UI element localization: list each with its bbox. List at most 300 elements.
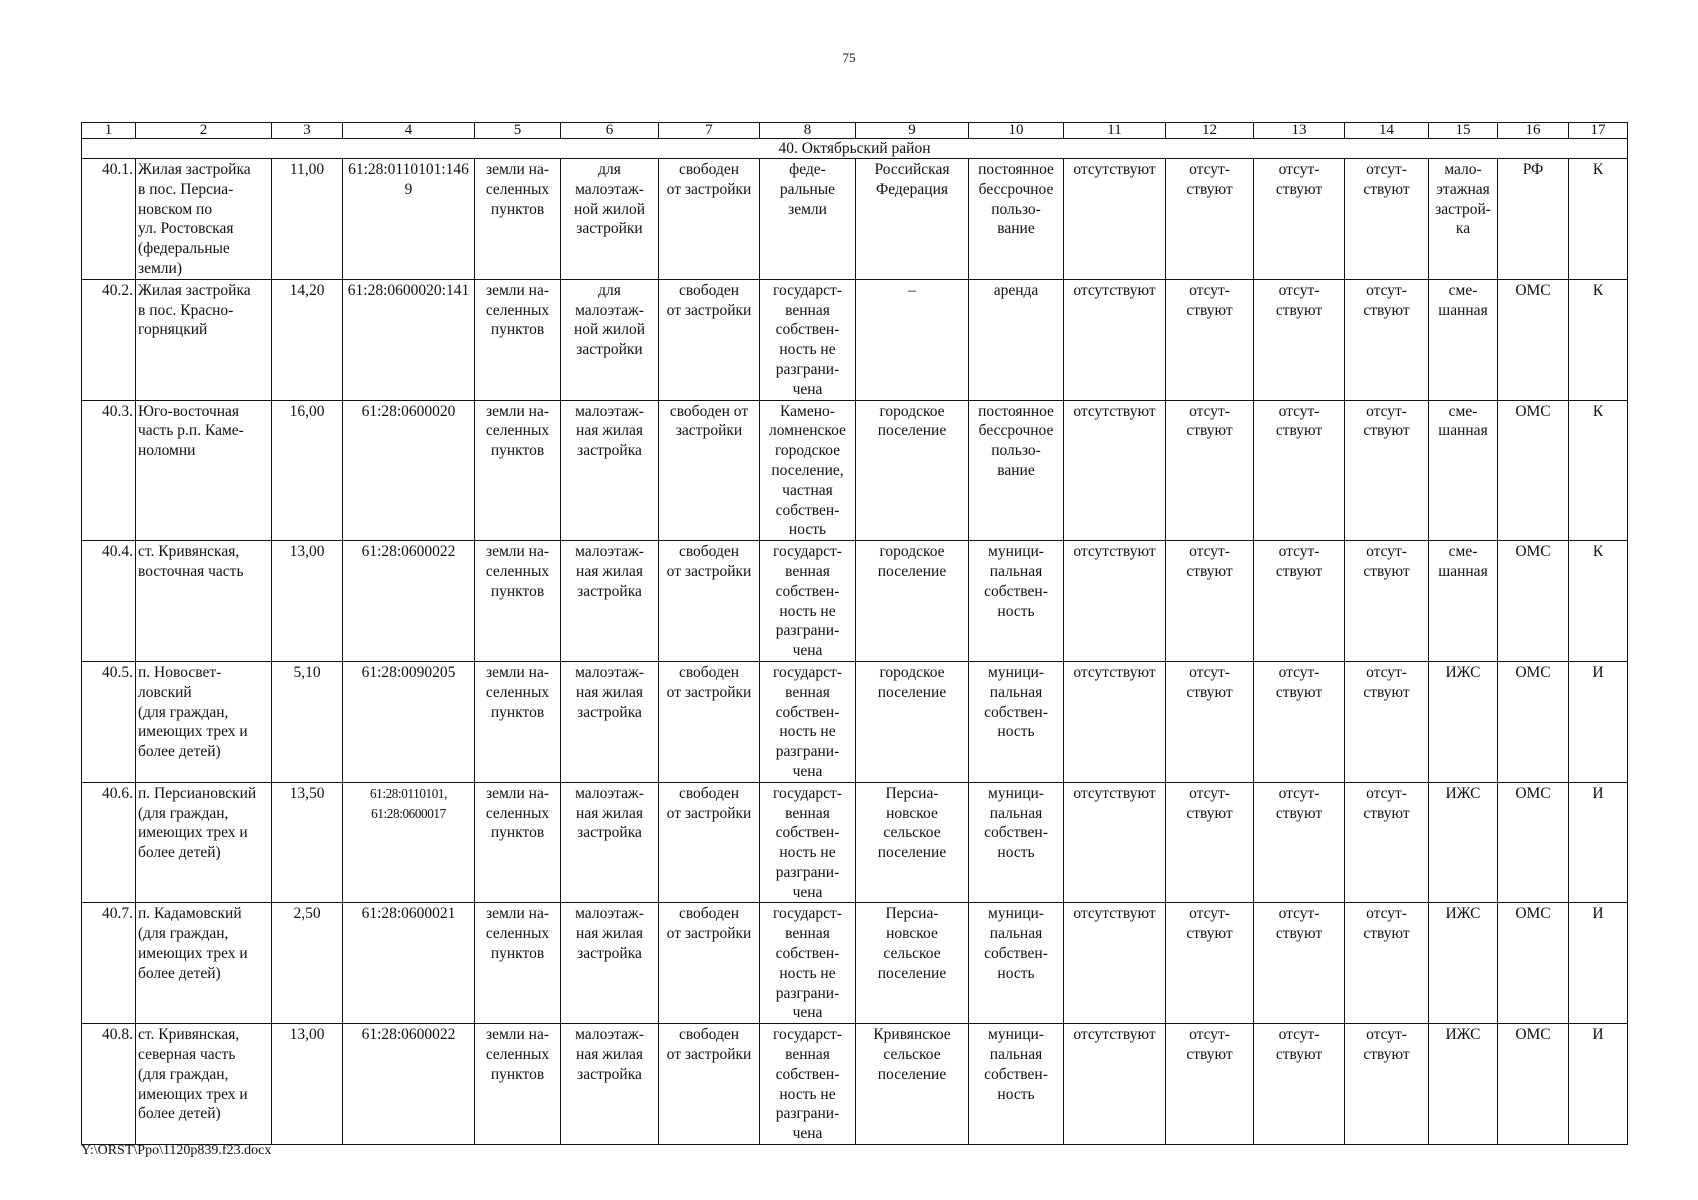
encumbrances-text: отсутствуют	[1073, 663, 1156, 681]
right-holder-text: Персиа- новское сельское поселение	[877, 905, 947, 982]
col-12-cell	[1166, 541, 1254, 662]
permitted-use-text: малоэтаж- ная жилая застройка	[575, 543, 644, 600]
item-number-cell	[82, 400, 136, 541]
mark-cell	[1569, 400, 1628, 541]
land-category-cell	[475, 400, 561, 541]
land-category-cell	[475, 541, 561, 662]
permitted-use-cell	[561, 159, 659, 280]
land-category-text: земли на- селенных пунктов	[485, 543, 550, 600]
authority-text: ОМС	[1515, 905, 1551, 923]
location-text: п. Персиановский (для граждан, имеющих трех и более детей)	[138, 784, 257, 862]
construction-type-text: мало- этажная застрой- ка	[1435, 161, 1491, 238]
development-status-cell	[659, 159, 760, 280]
right-holder-cell	[856, 541, 969, 662]
mark-cell	[1569, 279, 1628, 400]
mark-text: И	[1592, 905, 1604, 923]
development-status-text: свободен от застройки	[666, 1026, 752, 1064]
permitted-use-cell	[561, 903, 659, 1024]
authority-cell	[1498, 1024, 1569, 1145]
cadastral-number-text: 61:28:0600021	[361, 905, 456, 923]
permitted-use-text: малоэтаж- ная жилая застройка	[575, 402, 644, 460]
permitted-use-text: малоэтаж- ная жилая застройка	[575, 1026, 644, 1083]
encumbrances-cell	[1064, 159, 1166, 280]
land-category-text: земли на- селенных пунктов	[485, 402, 550, 460]
development-status-cell	[659, 661, 760, 782]
cadastral-number-text: 61:28:0600020	[361, 402, 456, 420]
land-category-text: земли на- селенных пунктов	[485, 663, 550, 721]
col-12-cell	[1166, 279, 1254, 400]
encumbrances-text: отсутствуют	[1073, 905, 1156, 923]
col-14-cell	[1345, 782, 1429, 903]
item-number-text: 40.2.	[102, 281, 133, 299]
ownership-form-text: государст- венная собствен- ность не разграни- чена	[773, 784, 842, 901]
construction-type-text: сме- шанная	[1438, 402, 1488, 440]
location-text: Жилая застройка в пос. Персиа- новском по ул. Ростовская (федеральные земли)	[138, 161, 251, 277]
ownership-form-cell	[760, 661, 856, 782]
ownership-form-text: феде- ральные земли	[779, 161, 836, 218]
mark-cell	[1569, 782, 1628, 903]
encumbrances-text: отсутствуют	[1073, 161, 1156, 178]
cadastral-number-text: 61:28:0600020:141	[347, 281, 470, 299]
item-number-cell	[82, 661, 136, 782]
area-ha-text: 14,20	[289, 281, 325, 299]
right-type-text: муници- пальная собствен- ность	[984, 663, 1048, 741]
item-number-text: 40.5.	[102, 663, 133, 681]
item-number-cell	[82, 279, 136, 400]
construction-type-cell	[1429, 903, 1498, 1024]
encumbrances-cell	[1064, 782, 1166, 903]
col-13-text: отсут- ствуют	[1275, 402, 1323, 440]
permitted-use-text: малоэтаж- ная жилая застройка	[575, 663, 644, 721]
col-14-cell	[1345, 661, 1429, 782]
col-number-cell: 12	[1166, 123, 1254, 139]
authority-cell	[1498, 159, 1569, 280]
location-cell	[136, 782, 272, 903]
col-12-cell	[1166, 903, 1254, 1024]
right-holder-text: городское поселение	[877, 663, 947, 701]
mark-cell	[1569, 541, 1628, 662]
col-number-cell: 15	[1429, 123, 1498, 139]
col-14-cell	[1345, 400, 1429, 541]
area-ha-cell	[272, 400, 343, 541]
permitted-use-cell	[561, 661, 659, 782]
ownership-form-text: государст- венная собствен- ность не разграни- чена	[773, 905, 842, 1022]
authority-cell	[1498, 903, 1569, 1024]
mark-text: К	[1592, 402, 1604, 420]
area-ha-cell	[272, 541, 343, 662]
development-status-text: свободен от застройки	[666, 543, 752, 580]
col-13-cell	[1254, 782, 1345, 903]
page-number: 75	[842, 50, 856, 65]
col-number-cell: 14	[1345, 123, 1429, 139]
ownership-form-text: государст- венная собствен- ность не разграни- чена	[773, 663, 842, 780]
col-13-cell	[1254, 903, 1345, 1024]
right-holder-text: Российская Федерация	[874, 161, 950, 198]
cadastral-number-cell	[343, 1024, 475, 1145]
permitted-use-text: малоэтаж- ная жилая застройка	[575, 784, 644, 842]
mark-text: И	[1592, 663, 1604, 681]
development-status-cell	[659, 541, 760, 662]
col-12-text: отсут- ствуют	[1186, 281, 1233, 319]
right-type-cell	[969, 661, 1064, 782]
col-13-cell	[1254, 400, 1345, 541]
col-14-cell	[1345, 541, 1429, 662]
authority-text: ОМС	[1515, 543, 1551, 561]
col-13-text: отсут- ствуют	[1275, 161, 1323, 198]
right-type-text: муници- пальная собствен- ность	[984, 784, 1048, 862]
col-14-text: отсут- ствуют	[1363, 402, 1410, 440]
location-text: п. Новосвет- ловский (для граждан, имеющих трех и более детей)	[138, 663, 248, 761]
permitted-use-text: для малоэтаж- ной жилой застройки	[574, 281, 645, 359]
cadastral-number-cell	[343, 541, 475, 662]
area-ha-cell	[272, 1024, 343, 1145]
encumbrances-cell	[1064, 903, 1166, 1024]
development-status-cell	[659, 782, 760, 903]
mark-cell	[1569, 903, 1628, 1024]
right-type-text: муници- пальная собствен- ность	[984, 905, 1048, 982]
col-number-cell: 16	[1498, 123, 1569, 139]
area-ha-cell	[272, 903, 343, 1024]
table-row	[82, 782, 1628, 903]
location-text: ст. Кривянская, восточная часть	[138, 543, 244, 580]
mark-cell	[1569, 1024, 1628, 1145]
cadastral-number-text: 61:28:0600022	[361, 543, 456, 561]
item-number-text: 40.7.	[102, 905, 133, 923]
col-number-cell: 2	[136, 123, 272, 139]
table-row	[82, 279, 1628, 400]
location-text: Юго-восточная часть р.п. Каме- ноломни	[138, 402, 244, 460]
area-ha-cell	[272, 159, 343, 280]
land-plots-table	[81, 122, 1628, 1145]
land-category-cell	[475, 782, 561, 903]
area-ha-text: 13,50	[289, 784, 325, 802]
ownership-form-cell	[760, 1024, 856, 1145]
col-number-cell: 7	[659, 123, 760, 139]
ownership-form-cell	[760, 400, 856, 541]
location-text: ст. Кривянская, северная часть (для граждан, имеющих трех и более детей)	[138, 1026, 248, 1123]
col-13-text: отсут- ствуют	[1275, 543, 1323, 580]
col-13-text: отсут- ствуют	[1275, 281, 1323, 319]
col-number-cell: 9	[856, 123, 969, 139]
col-12-text: отсут- ствуют	[1186, 161, 1233, 198]
development-status-cell	[659, 903, 760, 1024]
item-number-cell	[82, 903, 136, 1024]
encumbrances-cell	[1064, 400, 1166, 541]
development-status-text: свободен от застройки	[666, 784, 752, 822]
encumbrances-cell	[1064, 661, 1166, 782]
col-number-cell: 4	[343, 123, 475, 139]
mark-text: К	[1592, 543, 1604, 561]
ownership-form-cell	[760, 903, 856, 1024]
cadastral-number-cell	[343, 782, 475, 903]
land-category-text: земли на- селенных пунктов	[485, 784, 550, 842]
col-14-cell	[1345, 1024, 1429, 1145]
permitted-use-cell	[561, 782, 659, 903]
col-number-cell: 17	[1569, 123, 1628, 139]
item-number-cell	[82, 541, 136, 662]
authority-cell	[1498, 782, 1569, 903]
area-ha-text: 13,00	[289, 1026, 325, 1044]
col-13-cell	[1254, 661, 1345, 782]
col-number-cell: 5	[475, 123, 561, 139]
location-cell	[136, 279, 272, 400]
mark-text: К	[1592, 281, 1604, 299]
permitted-use-cell	[561, 400, 659, 541]
right-holder-text: –	[908, 281, 916, 299]
right-type-cell	[969, 400, 1064, 541]
encumbrances-text: отсутствуют	[1073, 402, 1156, 420]
authority-text: ОМС	[1515, 663, 1551, 681]
land-category-cell	[475, 1024, 561, 1145]
ownership-form-cell	[760, 782, 856, 903]
construction-type-cell	[1429, 1024, 1498, 1145]
authority-text: ОМС	[1515, 784, 1551, 802]
mark-cell	[1569, 661, 1628, 782]
authority-cell	[1498, 661, 1569, 782]
area-ha-text: 16,00	[289, 402, 325, 420]
col-12-cell	[1166, 400, 1254, 541]
right-type-text: аренда	[993, 281, 1039, 299]
col-13-cell	[1254, 279, 1345, 400]
col-number-cell: 3	[272, 123, 343, 139]
development-status-text: свободен от застройки	[666, 905, 752, 943]
encumbrances-cell	[1064, 541, 1166, 662]
encumbrances-text: отсутствуют	[1073, 1026, 1156, 1044]
col-12-cell	[1166, 1024, 1254, 1145]
ownership-form-cell	[760, 279, 856, 400]
col-12-text: отсут- ствуют	[1186, 543, 1233, 580]
col-14-text: отсут- ствуют	[1363, 281, 1410, 319]
right-holder-cell	[856, 903, 969, 1024]
ownership-form-text: государст- венная собствен- ность не разграни- чена	[773, 281, 842, 398]
right-holder-cell	[856, 1024, 969, 1145]
table-body	[82, 123, 1628, 1145]
land-category-cell	[475, 279, 561, 400]
area-ha-cell	[272, 661, 343, 782]
col-number-cell: 1	[82, 123, 136, 139]
col-14-text: отсут- ствуют	[1363, 905, 1410, 943]
permitted-use-cell	[561, 1024, 659, 1145]
col-13-cell	[1254, 159, 1345, 280]
right-type-text: постоянное бессрочное пользо- вание	[978, 161, 1054, 238]
col-12-cell	[1166, 661, 1254, 782]
area-ha-cell	[272, 279, 343, 400]
table-row	[82, 661, 1628, 782]
development-status-text: свободен от застройки	[666, 281, 752, 319]
construction-type-cell	[1429, 782, 1498, 903]
authority-text: ОМС	[1515, 281, 1551, 299]
mark-text: К	[1592, 161, 1604, 178]
table-row	[82, 400, 1628, 541]
col-12-text: отсут- ствуют	[1186, 663, 1233, 701]
permitted-use-text: для малоэтаж- ной жилой застройки	[574, 161, 645, 238]
right-type-text: постоянное бессрочное пользо- вание	[978, 402, 1054, 479]
col-13-text: отсут- ствуют	[1275, 663, 1323, 701]
right-holder-cell	[856, 661, 969, 782]
cadastral-number-cell	[343, 661, 475, 782]
land-category-text: земли на- селенных пунктов	[485, 161, 550, 218]
table-row	[82, 541, 1628, 662]
ownership-form-text: государст- венная собствен- ность не разграни- чена	[773, 1026, 842, 1143]
location-cell	[136, 903, 272, 1024]
construction-type-text: ИЖС	[1445, 1026, 1481, 1044]
col-14-text: отсут- ствуют	[1363, 543, 1410, 580]
land-category-text: земли на- селенных пунктов	[485, 905, 550, 963]
development-status-cell	[659, 1024, 760, 1145]
land-category-cell	[475, 903, 561, 1024]
land-category-text: земли на- селенных пунктов	[485, 1026, 550, 1083]
right-holder-text: городское поселение	[877, 543, 947, 580]
authority-text: РФ	[1522, 161, 1544, 178]
cadastral-number-cell	[343, 400, 475, 541]
construction-type-text: сме- шанная	[1438, 543, 1488, 580]
col-12-cell	[1166, 782, 1254, 903]
right-type-text: муници- пальная собствен- ность	[984, 543, 1048, 620]
right-holder-text: городское поселение	[877, 402, 947, 440]
col-14-text: отсут- ствуют	[1363, 784, 1410, 822]
construction-type-text: ИЖС	[1445, 784, 1481, 802]
col-12-cell	[1166, 159, 1254, 280]
col-12-text: отсут- ствуют	[1186, 905, 1233, 943]
item-number-text: 40.6.	[102, 784, 133, 802]
right-holder-cell	[856, 279, 969, 400]
authority-cell	[1498, 541, 1569, 662]
authority-text: ОМС	[1515, 402, 1551, 420]
section-row	[82, 139, 1628, 159]
col-number-cell: 6	[561, 123, 659, 139]
col-number-cell: 10	[969, 123, 1064, 139]
area-ha-text: 13,00	[289, 543, 325, 561]
right-holder-cell	[856, 400, 969, 541]
col-14-text: отсут- ствуют	[1363, 161, 1410, 198]
col-13-text: отсут- ствуют	[1275, 1026, 1323, 1064]
land-category-cell	[475, 159, 561, 280]
col-13-cell	[1254, 1024, 1345, 1145]
construction-type-text: ИЖС	[1445, 905, 1481, 923]
section-title: 40. Октябрьский район	[82, 139, 1628, 159]
construction-type-text: сме- шанная	[1438, 281, 1488, 319]
col-14-text: отсут- ствуют	[1363, 663, 1410, 701]
construction-type-cell	[1429, 541, 1498, 662]
permitted-use-cell	[561, 279, 659, 400]
construction-type-cell	[1429, 279, 1498, 400]
construction-type-text: ИЖС	[1445, 663, 1481, 681]
construction-type-cell	[1429, 661, 1498, 782]
development-status-text: свободен от застройки	[666, 663, 752, 701]
location-cell	[136, 1024, 272, 1145]
construction-type-cell	[1429, 400, 1498, 541]
col-number-cell: 8	[760, 123, 856, 139]
col-14-cell	[1345, 279, 1429, 400]
encumbrances-cell	[1064, 1024, 1166, 1145]
ownership-form-cell	[760, 159, 856, 280]
col-number-cell: 13	[1254, 123, 1345, 139]
land-category-cell	[475, 661, 561, 782]
table-row	[82, 1024, 1628, 1145]
col-13-text: отсут- ствуют	[1275, 784, 1323, 822]
authority-cell	[1498, 279, 1569, 400]
col-14-text: отсут- ствуют	[1363, 1026, 1410, 1064]
table-row	[82, 903, 1628, 1024]
item-number-cell	[82, 1024, 136, 1145]
right-type-cell	[969, 903, 1064, 1024]
right-type-cell	[969, 782, 1064, 903]
development-status-text: свободен от застройки	[669, 402, 749, 440]
mark-text: И	[1592, 784, 1604, 802]
encumbrances-cell	[1064, 279, 1166, 400]
right-type-cell	[969, 279, 1064, 400]
area-ha-text: 2,50	[293, 905, 321, 923]
col-13-text: отсут- ствуют	[1275, 905, 1323, 943]
authority-text: ОМС	[1515, 1026, 1551, 1044]
cadastral-number-text: 61:28:0110101, 61:28:0600017	[369, 785, 448, 821]
col-number-cell: 11	[1064, 123, 1166, 139]
authority-cell	[1498, 400, 1569, 541]
item-number-text: 40.3.	[102, 402, 133, 420]
area-ha-cell	[272, 782, 343, 903]
right-type-text: муници- пальная собствен- ность	[984, 1026, 1048, 1103]
construction-type-cell	[1429, 159, 1498, 280]
right-type-cell	[969, 1024, 1064, 1145]
col-13-cell	[1254, 541, 1345, 662]
encumbrances-text: отсутствуют	[1073, 543, 1156, 561]
cadastral-number-text: 61:28:0600022	[361, 1026, 456, 1044]
right-type-cell	[969, 541, 1064, 662]
location-cell	[136, 661, 272, 782]
cadastral-number-cell	[343, 159, 475, 280]
item-number-text: 40.1.	[102, 161, 133, 178]
development-status-cell	[659, 400, 760, 541]
permitted-use-cell	[561, 541, 659, 662]
right-holder-text: Персиа- новское сельское поселение	[877, 784, 947, 862]
table-row	[82, 159, 1628, 280]
ownership-form-cell	[760, 541, 856, 662]
col-14-cell	[1345, 903, 1429, 1024]
location-cell	[136, 159, 272, 280]
col-12-text: отсут- ствуют	[1186, 1026, 1233, 1064]
cadastral-number-cell	[343, 903, 475, 1024]
column-number-row	[82, 123, 1628, 139]
item-number-text: 40.8.	[102, 1026, 133, 1044]
cadastral-number-text: 61:28:0110101:1469	[348, 161, 469, 198]
footer-file-path: Y:\ORST\Ppo\1120p839.f23.docx	[81, 1143, 272, 1158]
ownership-form-text: Камено- ломненское городское поселение, частная собствен- ность	[769, 402, 846, 539]
ownership-form-text: государст- венная собствен- ность не разграни- чена	[773, 543, 842, 660]
land-category-text: земли на- селенных пунктов	[485, 281, 550, 339]
encumbrances-text: отсутствуют	[1073, 784, 1156, 802]
right-type-cell	[969, 159, 1064, 280]
location-text: Жилая застройка в пос. Красно- горняцкий	[138, 281, 251, 339]
mark-cell	[1569, 159, 1628, 280]
location-cell	[136, 541, 272, 662]
encumbrances-text: отсутствуют	[1073, 281, 1156, 299]
col-12-text: отсут- ствуют	[1186, 402, 1233, 440]
area-ha-text: 5,10	[293, 663, 321, 681]
right-holder-text: Кривянское сельское поселение	[873, 1026, 951, 1083]
col-14-cell	[1345, 159, 1429, 280]
col-12-text: отсут- ствуют	[1186, 784, 1233, 822]
mark-text: И	[1592, 1026, 1604, 1044]
location-cell	[136, 400, 272, 541]
area-ha-text: 11,00	[289, 161, 325, 178]
cadastral-number-cell	[343, 279, 475, 400]
location-text: п. Кадамовский (для граждан, имеющих трех и более детей)	[138, 905, 248, 982]
permitted-use-text: малоэтаж- ная жилая застройка	[575, 905, 644, 963]
item-number-cell	[82, 159, 136, 280]
item-number-text: 40.4.	[102, 543, 133, 561]
item-number-cell	[82, 782, 136, 903]
development-status-text: свободен от застройки	[666, 161, 752, 198]
